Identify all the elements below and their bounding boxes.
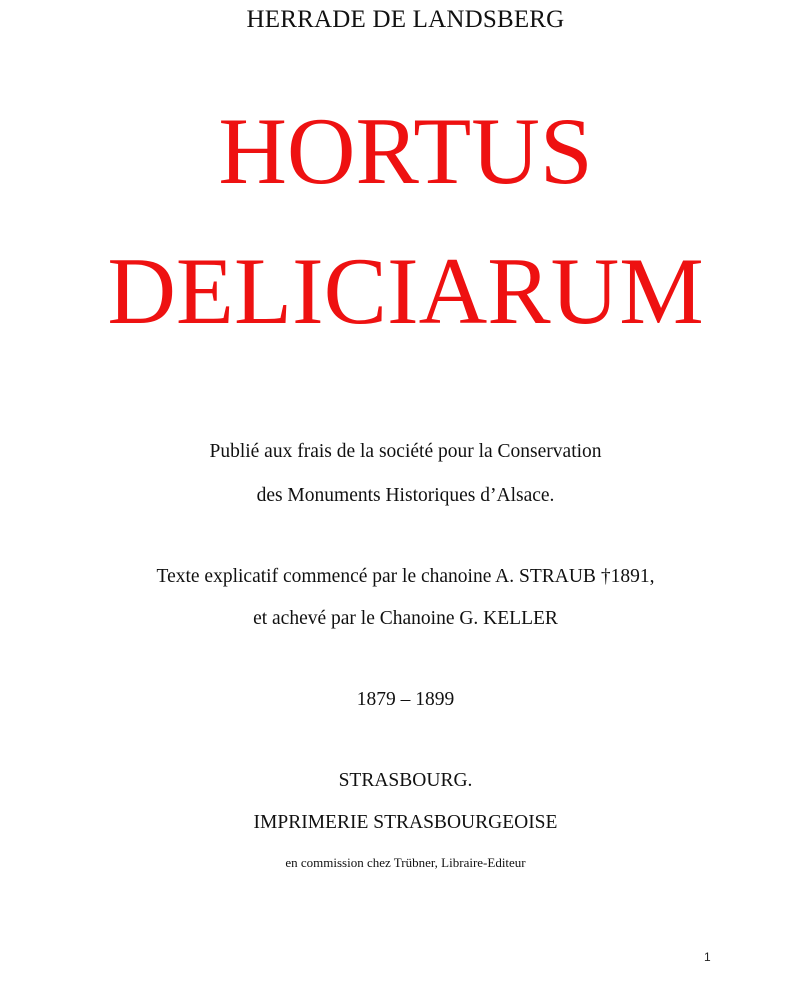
imprint-commission: en commission chez Trübner, Libraire-Editeur xyxy=(285,855,526,870)
text-credit-line-1: Texte explicatif commencé par le chanoine A. STRAUB †1891, xyxy=(156,566,655,587)
publication-line-2: des Monuments Historiques d’Alsace. xyxy=(256,485,555,506)
publication-line-1: Publié aux frais de la société pour la Conservation xyxy=(209,441,602,462)
title-line-1: HORTUS xyxy=(218,98,593,204)
text-credit-line-2: et achevé par le Chanoine G. KELLER xyxy=(253,608,558,629)
publication-dates: 1879 – 1899 xyxy=(356,689,455,710)
author-name: HERRADE DE LANDSBERG xyxy=(246,6,565,33)
page-number: 1 xyxy=(704,950,711,964)
imprint-printer: IMPRIMERIE STRASBOURGEOISE xyxy=(253,812,558,833)
title-line-2: DELICIARUM xyxy=(107,238,704,344)
imprint-city: STRASBOURG. xyxy=(338,770,473,791)
